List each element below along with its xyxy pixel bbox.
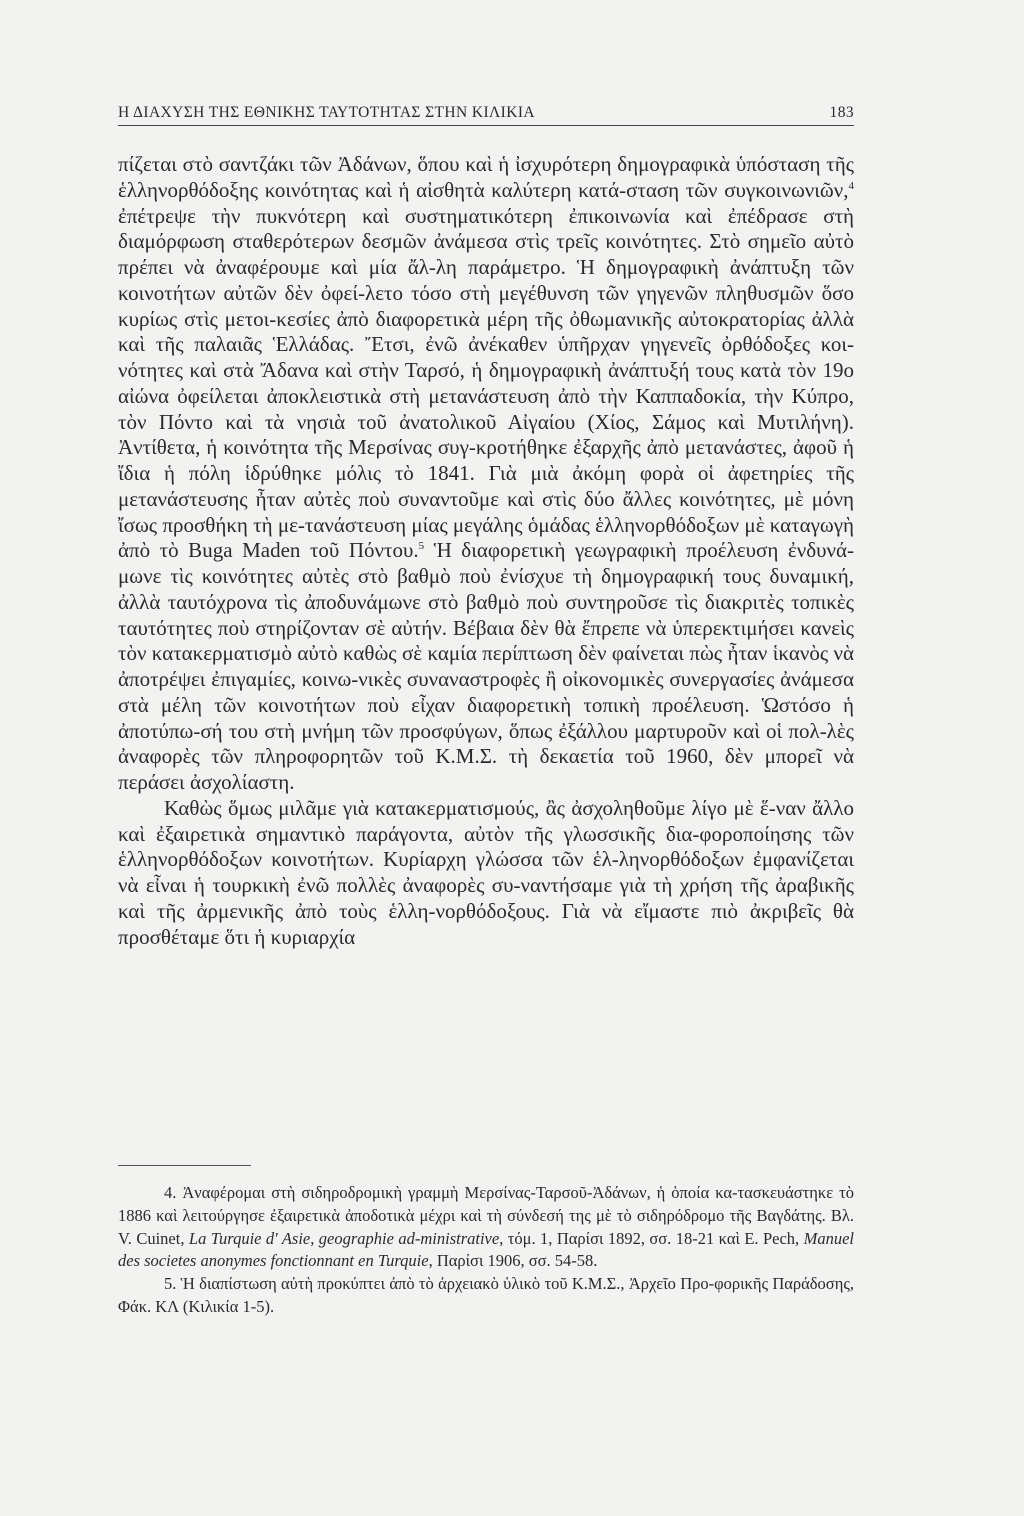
footnote-ref-5: 5 <box>418 540 425 553</box>
footnotes <box>118 1182 854 1319</box>
footnote-4-part-a: 4. Ἀναφέρομαι στὴ σιδηροδρομικὴ γραμμὴ Μερσίνας-Ταρσοῦ-Ἀδάνων, ἡ ὁποία κα-τασκευάστηκε τὸ 1886 καὶ λειτούργησε ἐξαιρετικὰ ἀποδοτικὰ μέχρι καὶ τὴ σύνδεσή της μὲ τὸ σιδηρόδρομο τῆς Βαγδάτης. Βλ. V. Cuinet, <box>118 1183 854 1248</box>
running-title: Η ΔΙΑΧΥΣΗ ΤΗΣ ΕΘΝΙΚΗΣ ΤΑΥΤΟΤΗΤΑΣ ΣΤΗΝ ΚΙΛΙΚΙΑ <box>118 104 535 121</box>
footnote-4-title-2: Manuel des societes anonymes fonctionnant en Turquie <box>118 1228 855 1271</box>
footnote-4-title-1: La Turquie d' Asie, geographie ad-ministrative <box>188 1228 500 1248</box>
footnote-4-part-c: , Παρίσι 1906, σσ. 54-58. <box>428 1251 598 1271</box>
footnote-5: 5. Ἡ διαπίστωση αὐτὴ προκύπτει ἀπὸ τὸ ἀρχειακὸ ὑλικὸ τοῦ Κ.Μ.Σ., Ἀρχεῖο Προ-φορικῆς Παράδοσης, Φάκ. ΚΛ (Κιλικία 1-5). <box>118 1274 854 1316</box>
running-header <box>118 104 854 126</box>
footnote-4 <box>118 1182 854 1273</box>
main-text <box>118 152 854 950</box>
footnote-separator <box>118 1165 251 1166</box>
paragraph-1-part-c: Ἡ διαφορετικὴ γεωγραφικὴ προέλευση ἐνδυνά-μωνε τὶς κοινότητες αὐτὲς στὸ βαθμὸ ποὺ ἐνίσχυε τὴ δημογραφική τους δυναμική, ἀλλὰ ταυτόχρονα τὶς ἀποδυνάμωνε στὸ βαθμὸ ποὺ συντηροῦσε τὶς διακριτὲς τοπικὲς ταυτότητες ποὺ στηρίζονταν σὲ αὐτήν. Βέβαια δὲν θὰ ἔπρεπε νὰ ὑπερεκτιμήσει κανεὶς τὸν κατακερματισμὸ αὐτὸ καθὼς σὲ καμία περίπτωση δὲν φαίνεται πὼς ἦταν ἱκανὸς νὰ ἀποτρέψει ἐπιγαμίες, κοινω-νικὲς συναναστροφὲς ἢ οἰκονομικὲς συνεργασίες ἀνάμεσα στὰ μέλη τῶν κοινοτήτων ποὺ εἶχαν διαφορετικὴ τοπικὴ προέλευση. Ὡστόσο ἡ ἀποτύπω-σή του στὴ μνήμη τῶν προσφύγων, ὅπως ἐξάλλου μαρτυροῦν καὶ οἱ πολ-λὲς ἀναφορὲς τῶν πληροφορητῶν τοῦ Κ.Μ.Σ. τὴ δεκαετία τοῦ 1960, δὲν μπορεῖ νὰ περάσει ἀσχολίαστη. <box>118 538 854 794</box>
paragraph-2: Καθὼς ὅμως μιλᾶμε γιὰ κατακερματισμούς, ἂς ἀσχοληθοῦμε λίγο μὲ ἕ-ναν ἄλλο καὶ ἐξαιρετικὰ σημαντικὸ παράγοντα, αὐτὸν τῆς γλωσσικῆς δια-φοροποίησης τῶν ἑλληνορθόδοξων κοινοτήτων. Κυρίαρχη γλώσσα τῶν ἑλ-ληνορθόδοξων ἐμφανίζεται νὰ εἶναι ἡ τουρκικὴ ἐνῶ πολλὲς ἀναφορὲς συ-ναντήσαμε γιὰ τὴ χρήση τῆς ἀραβικῆς καὶ τῆς ἀρμενικῆς ἀπὸ τοὺς ἑλλη-νορθόδοξους. Γιὰ νὰ εἴμαστε πιὸ ἀκριβεῖς θὰ προσθέταμε ὅτι ἡ κυριαρχία <box>118 795 854 949</box>
footnote-ref-4: 4 <box>848 179 854 192</box>
paragraph-1-part-a: πίζεται στὸ σαντζάκι τῶν Ἀδάνων, ὅπου καὶ ἡ ἰσχυρότερη δημογραφικὰ ὑπόσταση τῆς ἑλληνορθόδοξης κοινότητας καὶ ἡ αἰσθητὰ καλύτερη κατά-σταση τῶν συγκοινωνιῶν, <box>118 152 854 202</box>
footnote-4-part-b: , τόμ. 1, Παρίσι 1892, σσ. 18-21 καὶ E. Pech, <box>499 1228 804 1248</box>
paragraph-1-part-b: ἐπέτρεψε τὴν πυκνότερη καὶ συστηματικότερη ἐπικοινωνία καὶ ἐπέδρασε στὴ διαμόρφωση σταθερότερων δεσμῶν ἀνάμεσα στὶς τρεῖς κοινότητες. Στὸ σημεῖο αὐτὸ πρέπει νὰ ἀναφέρουμε καὶ μία ἄλ-λη παράμετρο. Ἡ δημογραφικὴ ἀνάπτυξη τῶν κοινοτήτων αὐτῶν δὲν ὀφεί-λετο τόσο στὴ μεγέθυνση τῶν γηγενῶν πληθυσμῶν ὅσο κυρίως στὶς μετοι-κεσίες ἀπὸ διαφορετικὰ μέρη τῆς ὀθωμανικῆς αὐτοκρατορίας ἀλλὰ καὶ τῆς παλαιᾶς Ἑλλάδας. Ἔτσι, ἐνῶ ἀνέκαθεν ὑπῆρχαν γηγενεῖς ὀρθόδοξες κοι-νότητες καὶ στὰ Ἄδανα καὶ στὴν Ταρσό, ἡ δημογραφικὴ ἀνάπτυξή τους κατὰ τὸν 19ο αἰώνα ὀφείλεται ἀποκλειστικὰ στὴ μετανάστευση ἀπὸ τὴν Καππαδοκία, τὴν Κύπρο, τὸν Πόντο καὶ τὰ νησιὰ τοῦ ἀνατολικοῦ Αἰγαίου (Χίος, Σάμος καὶ Μυτιλήνη). Ἀντίθετα, ἡ κοινότητα τῆς Μερσίνας συγ-κροτήθηκε ἐξαρχῆς ἀπὸ μετανάστες, ἀφοῦ ἡ ἴδια ἡ πόλη ἱδρύθηκε μόλις τὸ 1841. Γιὰ μιὰ ἀκόμη φορὰ οἱ ἀφετηρίες τῆς μετανάστευσης ἦταν αὐτὲς ποὺ συναντοῦμε καὶ στὶς δύο ἄλλες κοινότητες, μὲ μόνη ἴσως προσθήκη τὴ με-τανάστευση μίας μεγάλης ὁμάδας ἑλληνορθόδοξων μὲ καταγωγὴ ἀπὸ τὸ Buga Maden τοῦ Πόντου. <box>118 203 854 563</box>
paragraph-1 <box>118 152 854 796</box>
page-number: 183 <box>829 104 854 121</box>
